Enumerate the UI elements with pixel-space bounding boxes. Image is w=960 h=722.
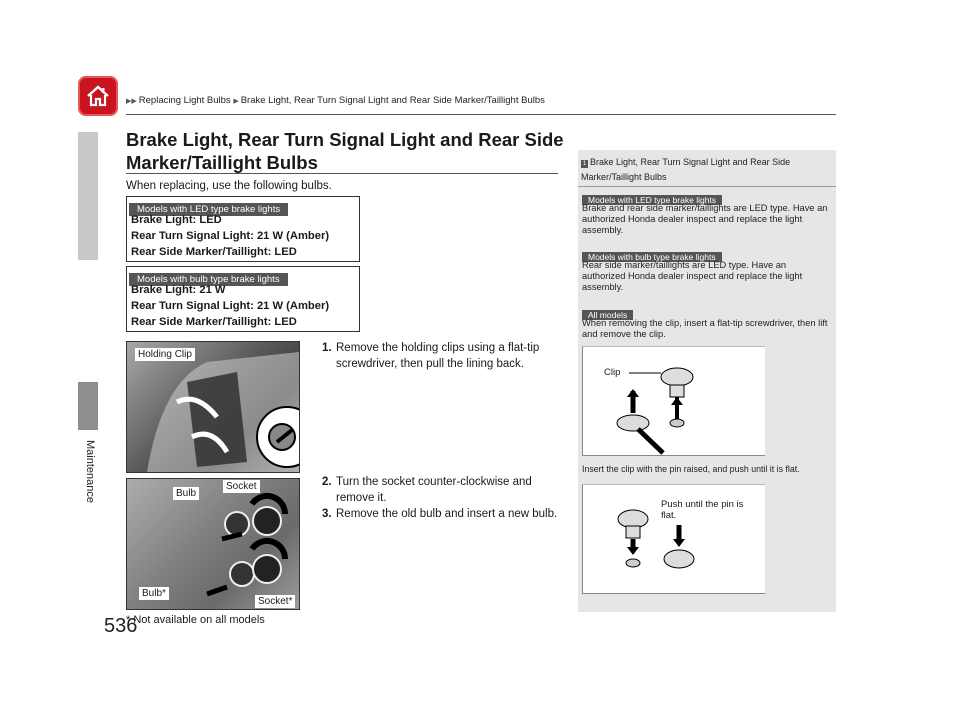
step-3 (322, 506, 562, 522)
figure-clip-removal (582, 346, 765, 456)
spec-bulb-line1: Brake Light: 21 W (131, 284, 226, 296)
step-3-text: Remove the old bulb and insert a new bulb. (336, 508, 558, 520)
label-clip: Clip (604, 367, 621, 378)
header-divider (126, 114, 836, 115)
sidebar-section-label: Maintenance (84, 440, 96, 503)
spec-bulb-line3: Rear Side Marker/Taillight: LED (131, 316, 297, 328)
breadcrumb-arrow-icon: ▶▶ (126, 98, 137, 105)
title-divider (126, 173, 558, 174)
panel-led-text: Brake and rear side marker/taillights are LED type. Have an authorized Honda dealer inspect and replace the light assembly. (582, 203, 828, 235)
spec-led-line2: Rear Turn Signal Light: 21 W (Amber) (131, 230, 330, 242)
spec-led-line3: Rear Side Marker/Taillight: LED (131, 246, 297, 258)
spec-box-led (126, 196, 360, 262)
step-1-number: 1. (322, 342, 332, 354)
page-title: Brake Light, Rear Turn Signal Light and Rear Side Marker/Taillight Bulbs (126, 129, 564, 173)
label-push-until-flat: Push until the pin is flat. (661, 499, 744, 521)
panel-insert-text: Insert the clip with the pin raised, and push until it is flat. (582, 464, 800, 474)
notes-divider (578, 186, 836, 187)
note-marker-icon: 1 (582, 161, 587, 167)
step-2-text: Turn the socket counter-clockwise and remove it. (336, 476, 532, 504)
clip-removal-illustration (583, 347, 765, 455)
sidebar-band (78, 132, 98, 260)
notes-title-text: Brake Light, Rear Turn Signal Light and Rear Side Marker/Taillight Bulbs (581, 157, 791, 182)
breadcrumb-arrow-icon: ▶ (233, 98, 239, 105)
footnote: * Not available on all models (126, 614, 265, 626)
badge-bulb: Models with bulb type brake lights (129, 273, 288, 286)
panel-badge-led: Models with LED type brake lights (582, 195, 722, 205)
figure-holding-clip (126, 341, 300, 473)
badge-led: Models with LED type brake lights (129, 203, 288, 216)
sidebar-tab-maintenance[interactable] (78, 382, 98, 430)
spec-led-line1: Brake Light: LED (131, 214, 222, 226)
callout-bulb-star: Bulb* (139, 587, 169, 600)
home-button[interactable] (78, 76, 118, 116)
callout-socket-star: Socket* (255, 595, 295, 608)
step-2 (322, 474, 558, 506)
figure-clip-install (582, 484, 765, 594)
page-number: 536 (104, 615, 138, 637)
callout-bulb: Bulb (173, 487, 199, 500)
panel-badge-all: All models (582, 310, 633, 320)
breadcrumb-current: Brake Light, Rear Turn Signal Light and Rear Side Marker/Taillight Bulbs (240, 95, 545, 106)
step-1 (322, 340, 558, 372)
breadcrumb-link-replacing[interactable]: Replacing Light Bulbs (138, 95, 231, 106)
panel-badge-bulb: Models with bulb type brake lights (582, 252, 722, 262)
spec-box-bulb (126, 266, 360, 332)
trunk-lining-illustration (127, 342, 299, 472)
figure-bulb-socket (126, 478, 300, 610)
spec-bulb-line2: Rear Turn Signal Light: 21 W (Amber) (131, 300, 330, 312)
callout-holding-clip: Holding Clip (135, 348, 195, 361)
step-3-number: 3. (322, 508, 332, 520)
home-icon (85, 84, 111, 108)
intro-text: When replacing, use the following bulbs. (126, 180, 332, 192)
panel-all-text: When removing the clip, insert a flat-tip screwdriver, then lift and remove the clip. (582, 318, 828, 339)
notes-panel-title (581, 155, 833, 185)
step-1-text: Remove the holding clips using a flat-tip screwdriver, then pull the lining back. (336, 342, 540, 370)
panel-bulb-text: Rear side marker/taillights are LED type. Have an authorized Honda dealer inspect and replace the light assembly. (582, 260, 803, 292)
breadcrumb (126, 95, 545, 106)
callout-socket: Socket (223, 480, 260, 493)
step-2-number: 2. (322, 476, 332, 488)
